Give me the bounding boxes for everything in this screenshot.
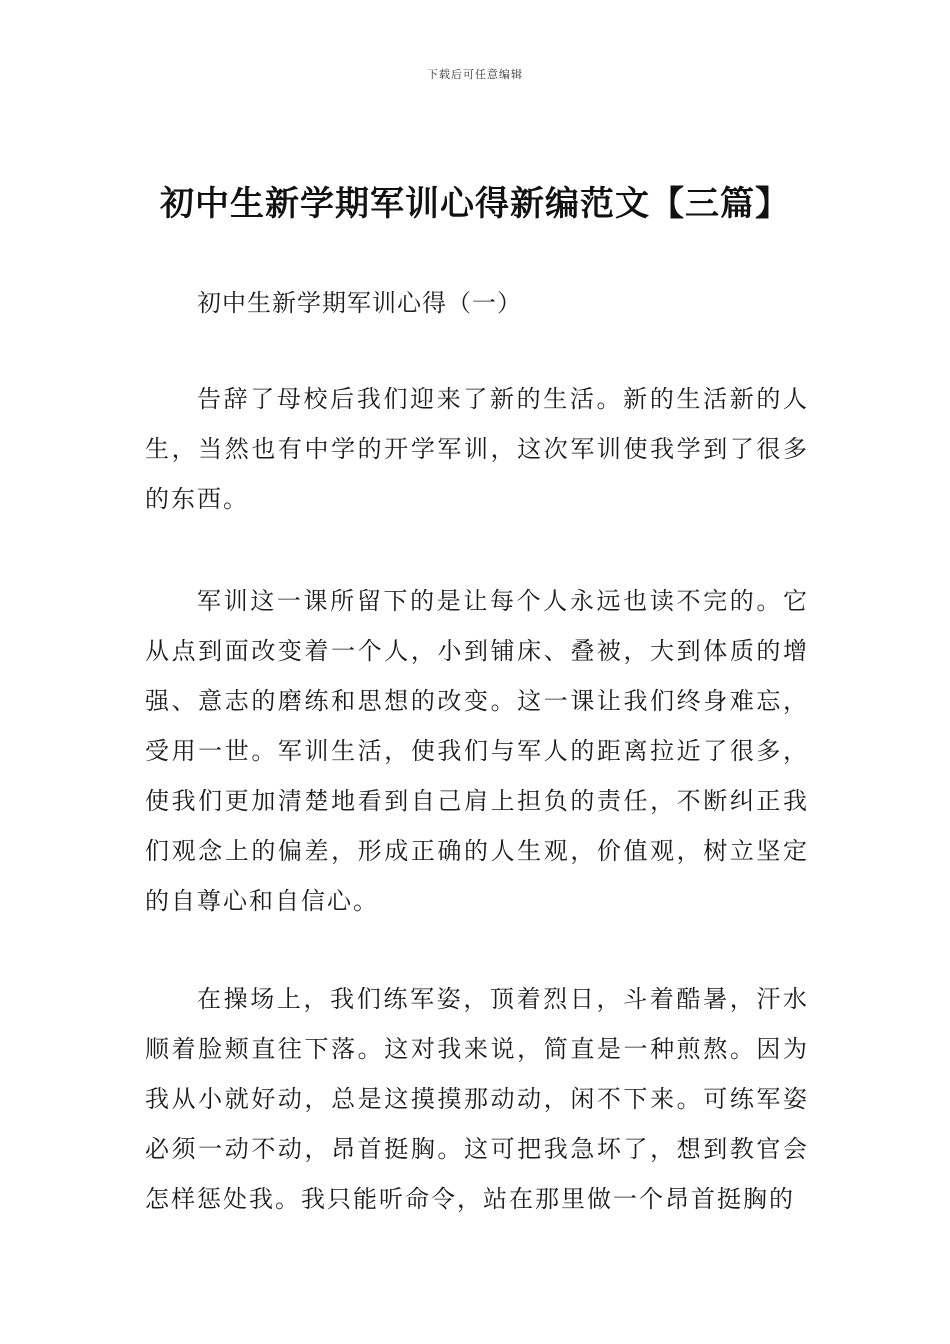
section-heading: 初中生新学期军训心得（一） — [197, 289, 522, 317]
document-title: 初中生新学期军训心得新编范文【三篇】 — [160, 184, 790, 224]
paragraph-1: 告辞了母校后我们迎来了新的生活。新的生活新的人生，当然也有中学的开学军训，这次军训使我学到了很多的东西。 — [145, 385, 809, 513]
paragraph-2: 军训这一课所留下的是让每个人永远也读不完的。它从点到面改变着一个人，小到铺床、叠被，大到体质的增强、意志的磨练和思想的改变。这一课让我们终身难忘，受用一世。军训生活，使我们与军人的距离拉近了很多，使我们更加清楚地看到自己肩上担负的责任，不断纠正我们观念上的偏差，形成正确的人生观，价值观，树立坚定的自尊心和自信心。 — [145, 587, 809, 915]
paragraph-3: 在操场上，我们练军姿，顶着烈日，斗着酷暑，汗水顺着脸颊直往下落。这对我来说，简直是一种煎熬。因为我从小就好动，总是这摸摸那动动，闲不下来。可练军姿必须一动不动，昂首挺胸。这可把我急坏了，想到教官会怎样惩处我。我只能听命令，站在那里做一个昂首挺胸的 — [145, 985, 809, 1213]
header-note: 下载后可任意编辑 — [427, 68, 523, 81]
